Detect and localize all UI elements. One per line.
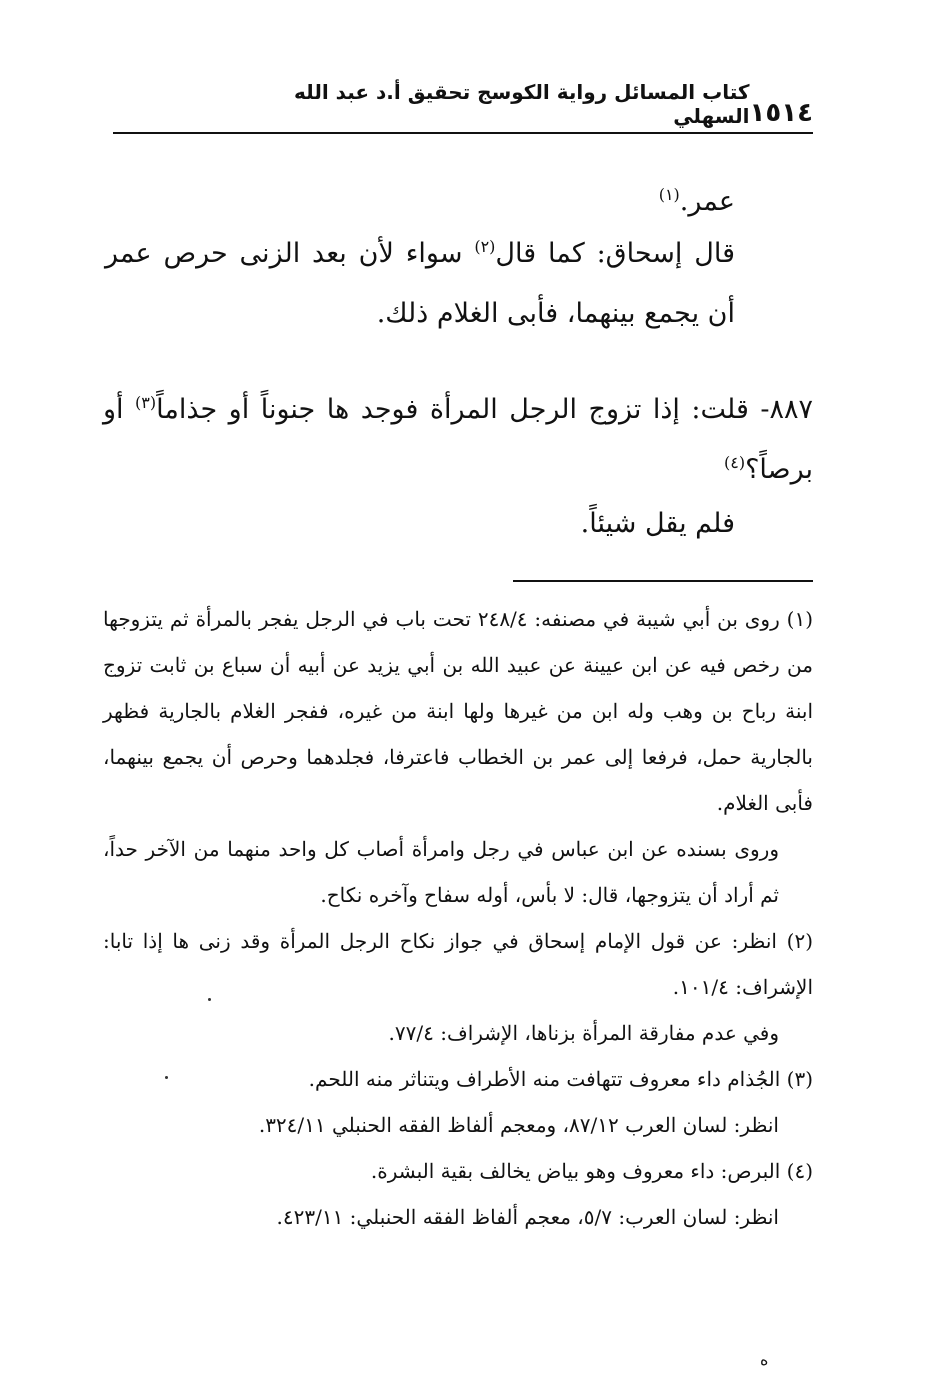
scan-speck: [165, 1076, 168, 1079]
running-title: كتاب المسائل رواية الكوسج تحقيق أ.د عبد الله السهلي: [294, 80, 750, 128]
footnote-ref-2: (٢): [474, 237, 496, 256]
footnote-3: (٣) الجُذام داء معروف تتهافت منه الأطراف ويتناثر منه اللحم.: [308, 1067, 813, 1091]
text-line-omar: [105, 172, 735, 232]
scan-speck: [208, 998, 211, 1001]
footnote-4: (٤) البرص: داء معروف وهو بياض يخالف بقية البشرة.: [370, 1159, 813, 1183]
question-887: [103, 380, 813, 500]
omar-text: عمر.: [679, 186, 735, 217]
page-header: [232, 80, 813, 128]
footnote-ref-3: (٣): [135, 393, 157, 412]
question-887-part2: أو برصاً؟: [103, 394, 813, 485]
footnote-3-continued: انظر: لسان العرب ٨٧/١٢، ومعجم ألفاظ الفقه الحنبلي ٣٢٤/١١.: [258, 1113, 779, 1137]
ishaq-text-part1: قال إسحاق: كما قال: [495, 238, 735, 269]
footnote-ref-1: (١): [658, 185, 680, 204]
header-rule: [113, 132, 813, 134]
footnote-1: (١) روى بن أبي شيبة في مصنفه: ٢٤٨/٤ تحت باب في الرجل يفجر بالمرأة ثم يتزوجها من رخص فيه عن ابن عيينة عن عبيد الله بن أبي يزيد عن أبيه أن سباع بن ثابت تزوج ابنة رباح بن وهب وله ابن من غيرها ولها ابنة من غيره، ففجر الغلام بالجارية فظهر بالجارية حمل، فرفعا إلى عمر بن الخطاب فاعترفا، فجلدهما وحرص أن يجمع بينهما، فأبى الغلام.: [103, 607, 813, 815]
footnote-separator: [513, 580, 813, 582]
footnote-2-continued: وفي عدم مفارقة المرأة بزناها، الإشراف: ٧٧/٤.: [388, 1021, 779, 1045]
page-number: ١٥١٤: [749, 98, 813, 128]
footnote-4-continued: انظر: لسان العرب: ٥/٧، معجم ألفاظ الفقه الحنبلي: ٤٢٣/١١.: [276, 1205, 779, 1229]
page-mark: ه: [760, 1350, 769, 1369]
paragraph-ishaq: [105, 224, 735, 344]
footnote-1-continued: وروى بسنده عن ابن عباس في رجل وامرأة أصاب كل واحد منهما من الآخر حداً، ثم أراد أن يتزوجها، قال: لا بأس، أوله سفاح وآخره نكاح.: [103, 837, 779, 907]
ishaq-text-part2: سواء لأن بعد الزنى حرص عمر أن يجمع بينهما، فأبى الغلام ذلك.: [105, 238, 735, 329]
footnotes-section: [103, 596, 813, 1240]
footnote-2: (٢) انظر: عن قول الإمام إسحاق في جواز نكاح الرجل المرأة وقد زنى ها إذا تابا: الإشراف: ١٠١/٤.: [103, 929, 813, 999]
footnote-ref-4: (٤): [724, 453, 746, 472]
question-887-part1: ٨٨٧- قلت: إذا تزوج الرجل المرأة فوجد ها جنوناً أو جذاماً: [156, 394, 814, 425]
answer-887: فلم يقل شيئاً.: [580, 508, 735, 539]
